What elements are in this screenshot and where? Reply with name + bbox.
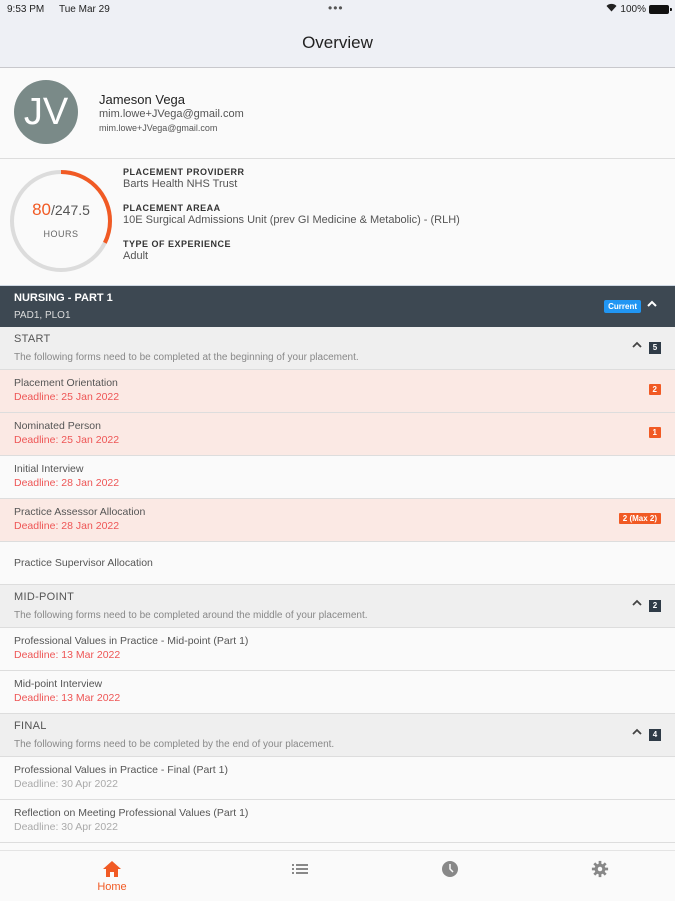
form-deadline: Deadline: 13 Mar 2022 (14, 649, 121, 661)
section-subtitle: PAD1, PLO1 (14, 310, 71, 321)
hours-value (8, 200, 114, 220)
form-title: Initial Interview (14, 463, 84, 475)
experience-info (123, 239, 231, 262)
form-item-mid-point-interview[interactable] (0, 671, 675, 714)
chevron-up-icon[interactable] (647, 297, 657, 311)
clock-icon (440, 860, 460, 878)
group-description: The following forms need to be completed around the middle of your placement. (14, 610, 368, 621)
form-item-nominated-person[interactable] (0, 413, 675, 456)
form-title: Professional Values in Practice - Final (Part 1) (14, 764, 228, 776)
form-item-professional-values-mid-point[interactable] (0, 628, 675, 671)
form-item-reflection-professional-values[interactable] (0, 800, 675, 843)
home-icon (102, 860, 122, 878)
form-deadline: Deadline: 30 Apr 2022 (14, 821, 118, 833)
chevron-up-icon[interactable] (632, 598, 642, 610)
form-title: Reflection on Meeting Professional Values (Part 1) (14, 807, 249, 819)
multitask-dots[interactable]: ••• (328, 1, 344, 15)
avatar: JV (14, 80, 78, 144)
status-date: Tue Mar 29 (59, 4, 110, 15)
form-title: Professional Values in Practice - Mid-point (Part 1) (14, 635, 249, 647)
tab-home-label: Home (97, 881, 127, 893)
overview-scroll[interactable] (0, 68, 675, 850)
battery-percent: 100% (620, 3, 646, 15)
form-title: Placement Orientation (14, 377, 118, 389)
status-time: 9:53 PM (7, 4, 45, 15)
profile-card (0, 68, 675, 159)
form-title: Practice Assessor Allocation (14, 506, 146, 518)
hours-progress-ring (8, 168, 114, 274)
group-mid-point[interactable] (0, 585, 675, 628)
group-count-badge: 5 (649, 342, 661, 354)
status-bar (0, 0, 675, 20)
section-header-nursing-part-1[interactable] (0, 286, 675, 327)
chevron-up-icon[interactable] (632, 340, 642, 352)
form-deadline: Deadline: 28 Jan 2022 (14, 520, 120, 532)
form-deadline: Deadline: 28 Jan 2022 (14, 477, 120, 489)
area-info (123, 203, 460, 226)
experience-label: TYPE OF EXPERIENCE (123, 239, 232, 249)
tab-settings[interactable] (560, 851, 640, 901)
hours-done: 80 (32, 200, 51, 219)
placement-card (0, 159, 675, 286)
wifi-icon (606, 3, 617, 15)
provider-info (123, 167, 245, 190)
form-deadline: Deadline: 25 Jan 2022 (14, 391, 120, 403)
list-icon (290, 860, 310, 878)
form-item-initial-interview[interactable] (0, 456, 675, 499)
profile-email: mim.lowe+JVega@gmail.com (99, 108, 244, 120)
provider-label: PLACEMENT PROVIDERR (123, 167, 245, 177)
group-title: FINAL (14, 720, 47, 732)
group-description: The following forms need to be completed by the end of your placement. (14, 739, 335, 750)
group-count-badge: 2 (649, 600, 661, 612)
hours-total: /247.5 (50, 202, 90, 218)
area-label: PLACEMENT AREAA (123, 203, 221, 213)
form-item-practice-assessor-allocation[interactable] (0, 499, 675, 542)
tab-home[interactable] (72, 851, 152, 901)
form-title: Mid-point Interview (14, 678, 103, 690)
current-badge: Current (604, 300, 641, 313)
form-title: Nominated Person (14, 420, 101, 432)
form-item-practice-supervisor-allocation[interactable] (0, 542, 675, 585)
form-title: Practice Supervisor Allocation (14, 557, 153, 569)
group-title: MID-POINT (14, 591, 75, 603)
form-item-professional-values-final[interactable] (0, 757, 675, 800)
experience-value: Adult (123, 250, 149, 262)
nav-bar (0, 20, 675, 68)
group-final[interactable] (0, 714, 675, 757)
group-description: The following forms need to be completed at the beginning of your placement. (14, 352, 359, 363)
form-deadline: Deadline: 25 Jan 2022 (14, 434, 120, 446)
form-deadline: Deadline: 13 Mar 2022 (14, 692, 121, 704)
group-count-badge: 4 (649, 729, 661, 741)
profile-email-secondary: mim.lowe+JVega@gmail.com (99, 123, 218, 133)
group-start[interactable] (0, 327, 675, 370)
section-title: NURSING - PART 1 (14, 292, 113, 304)
hours-unit: HOURS (43, 229, 79, 239)
tab-history[interactable] (410, 851, 490, 901)
profile-name: Jameson Vega (99, 92, 186, 107)
gear-icon (590, 860, 610, 878)
group-title: START (14, 333, 51, 345)
page-title: Overview (302, 33, 373, 52)
area-value: 10E Surgical Admissions Unit (prev GI Medicine & Metabolic) - (RLH) (123, 214, 460, 226)
form-count-badge: 2 (Max 2) (619, 513, 661, 524)
tab-list[interactable] (260, 851, 340, 901)
provider-value: Barts Health NHS Trust (123, 178, 238, 190)
chevron-up-icon[interactable] (632, 727, 642, 739)
tab-bar (0, 850, 675, 900)
form-count-badge: 1 (649, 427, 661, 438)
form-item-placement-orientation[interactable] (0, 370, 675, 413)
form-deadline: Deadline: 30 Apr 2022 (14, 778, 118, 790)
battery-icon (649, 5, 669, 14)
form-count-badge: 2 (649, 384, 661, 395)
